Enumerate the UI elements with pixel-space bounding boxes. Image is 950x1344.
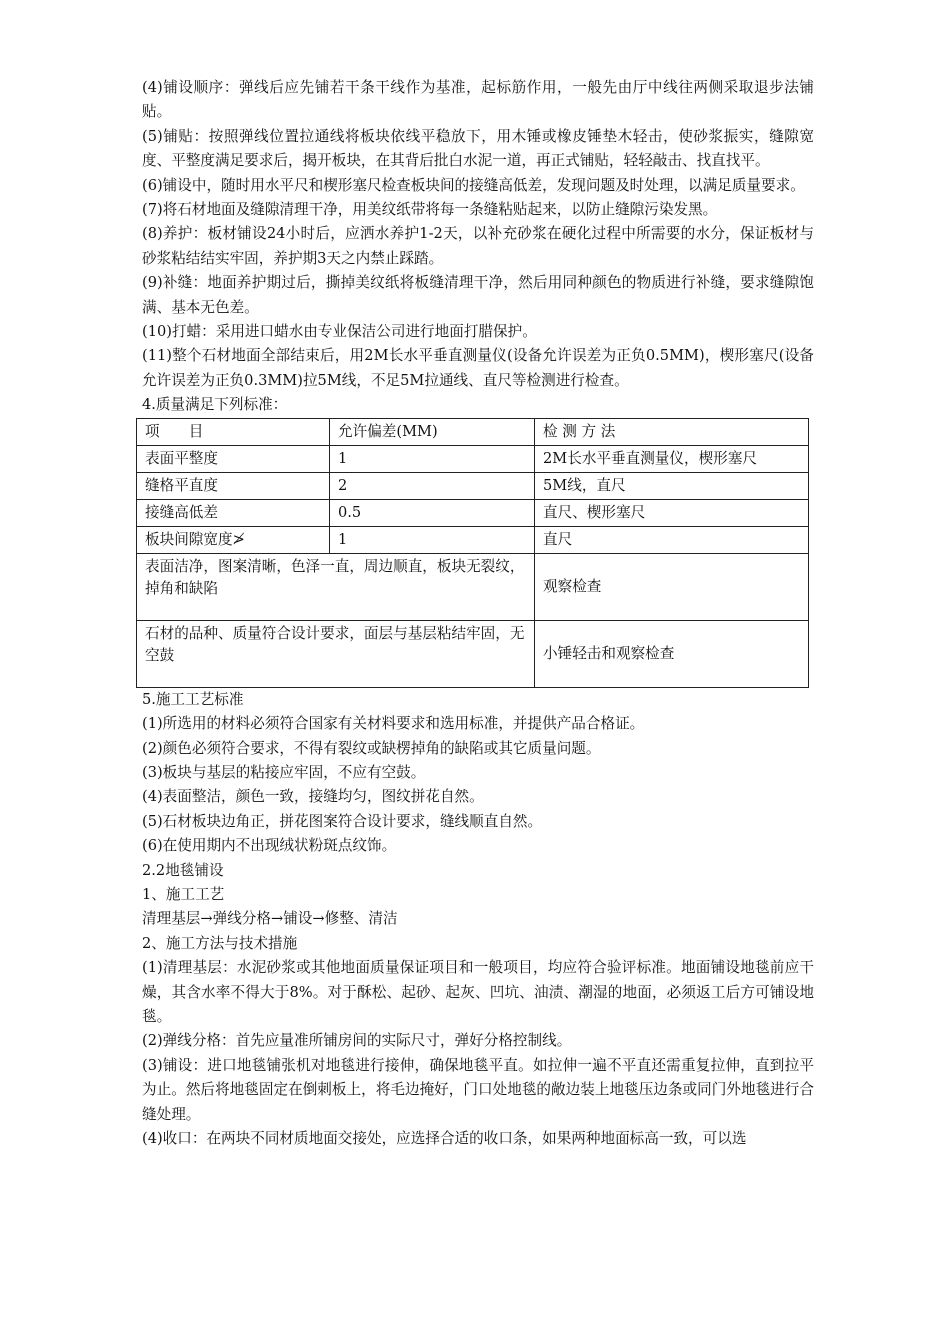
paragraph-laying: (5)铺贴：按照弹线位置拉通线将板块依线平稳放下，用木锤或橡皮锤垫木轻击，使砂浆振实，缝隙宽度、平整度满足要求后，揭开板块，在其背后批白水泥一道，再正式铺贴，轻轻敲击、找直找平。	[142, 127, 814, 170]
paragraph-waxing: (10)打蜡：采用进口蜡水由专业保洁公司进行地面打腊保护。	[142, 323, 537, 341]
cell-tolerance: 1	[330, 526, 535, 553]
cell-method: 直尺、楔形塞尺	[535, 499, 809, 526]
cell-tolerance: 1	[330, 445, 535, 472]
cell-item: 板块间隙宽度≯	[137, 526, 330, 553]
subheading-process: 1、施工工艺	[142, 885, 225, 903]
cell-method: 观察检查	[535, 553, 809, 620]
table-row-wide	[137, 553, 809, 620]
table-row-wide	[137, 620, 809, 687]
section-heading-carpet: 2.2地毯铺设	[142, 861, 224, 879]
document-page	[142, 76, 814, 1151]
standard-item: (1)所选用的材料必须符合国家有关材料要求和选用标准，并提供产品合格证。	[142, 715, 645, 733]
process-flow: 清理基层→弹线分格→铺设→修整、清洁	[142, 910, 398, 928]
standard-item: (5)石材板块边角正，拼花图案符合设计要求，缝线顺直自然。	[142, 812, 543, 830]
cell-tolerance: 2	[330, 472, 535, 499]
table-header-row	[137, 418, 809, 445]
table-row	[137, 445, 809, 472]
standard-item: (4)表面整洁，颜色一致，接缝均匀，图纹拼花自然。	[142, 788, 484, 806]
table-row	[137, 472, 809, 499]
method-item: (3)铺设：进口地毯铺张机对地毯进行接伸，确保地毯平直。如拉伸一遍不平直还需重复拉伸，直到拉平为止。然后将地毯固定在倒刺板上，将毛边掩好，门口处地毯的敞边装上地毯压边条或同门外地毯进行合缝处理。	[142, 1056, 814, 1123]
section-heading-quality: 4.质量满足下列标准：	[142, 396, 288, 414]
standard-item: (2)颜色必须符合要求，不得有裂纹或缺楞掉角的缺陷或其它质量问题。	[142, 739, 601, 757]
paragraph-final-check: (11)整个石材地面全部结束后，用2M长水平垂直测量仪(设备允许误差为正负0.5MM)，楔形塞尺(设备允许误差为正负0.3MM)拉5M线，不足5M拉通线、直尺等检测进行检查。	[142, 347, 814, 389]
paragraph-laying-order: (4)铺设顺序：弹线后应先铺若干条干线作为基准，起标筋作用，一般先由厅中线往两侧采取退步法铺贴。	[142, 79, 814, 121]
header-method: 检 测 方 法	[535, 418, 809, 445]
section-heading-standards: 5.施工工艺标准	[142, 690, 244, 708]
standard-item: (3)板块与基层的粘接应牢固，不应有空鼓。	[142, 763, 426, 781]
paragraph-inspection: (6)铺设中，随时用水平尺和楔形塞尺检查板块间的接缝高低差，发现问题及时处理，以满足质量要求。	[142, 176, 805, 194]
cell-item: 接缝高低差	[137, 499, 330, 526]
cell-tolerance: 0.5	[330, 499, 535, 526]
cell-item: 缝格平直度	[137, 472, 330, 499]
table-row	[137, 499, 809, 526]
method-item: (1)清理基层：水泥砂浆或其他地面质量保证项目和一般项目，均应符合验评标准。地面铺设地毯前应干燥，其含水率不得大于8%。对于酥松、起砂、起灰、凹坑、油渍、潮湿的地面，必须返工后方可铺设地毯。	[142, 959, 814, 1025]
quality-standards-table	[136, 418, 809, 688]
table-row	[137, 526, 809, 553]
method-item: (2)弹线分格：首先应量准所铺房间的实际尺寸，弹好分格控制线。	[142, 1032, 572, 1050]
header-tolerance: 允许偏差(MM)	[330, 418, 535, 445]
cell-method: 5M线，直尺	[535, 472, 809, 499]
method-item: (4)收口：在两块不同材质地面交接处，应选择合适的收口条，如果两种地面标高一致，可以选	[142, 1130, 747, 1147]
cell-requirement: 表面洁净，图案清晰，色泽一直，周边顺直，板块无裂纹，掉角和缺陷	[137, 553, 535, 620]
paragraph-curing: (8)养护：板材铺设24小时后，应洒水养护1-2天，以补充砂浆在硬化过程中所需要的水分，保证板材与砂浆粘结结实牢固，养护期3天之内禁止踩踏。	[142, 225, 814, 267]
cell-method: 直尺	[535, 526, 809, 553]
subheading-methods: 2、施工方法与技术措施	[142, 934, 298, 952]
cell-requirement: 石材的品种、质量符合设计要求，面层与基层粘结牢固，无空鼓	[137, 620, 535, 687]
standard-item: (6)在使用期内不出现绒状粉斑点纹饰。	[142, 837, 397, 855]
cell-item: 表面平整度	[137, 445, 330, 472]
cell-method: 小锤轻击和观察检查	[535, 620, 809, 687]
paragraph-joint-filling: (9)补缝：地面养护期过后，撕掉美纹纸将板缝清理干净，然后用同种颜色的物质进行补缝，要求缝隙饱满、基本无色差。	[142, 274, 814, 316]
paragraph-cleaning: (7)将石材地面及缝隙清理干净，用美纹纸带将每一条缝粘贴起来，以防止缝隙污染发黑。	[142, 201, 718, 219]
header-item: 项 目	[137, 418, 330, 445]
cell-method: 2M长水平垂直测量仪，楔形塞尺	[535, 445, 809, 472]
